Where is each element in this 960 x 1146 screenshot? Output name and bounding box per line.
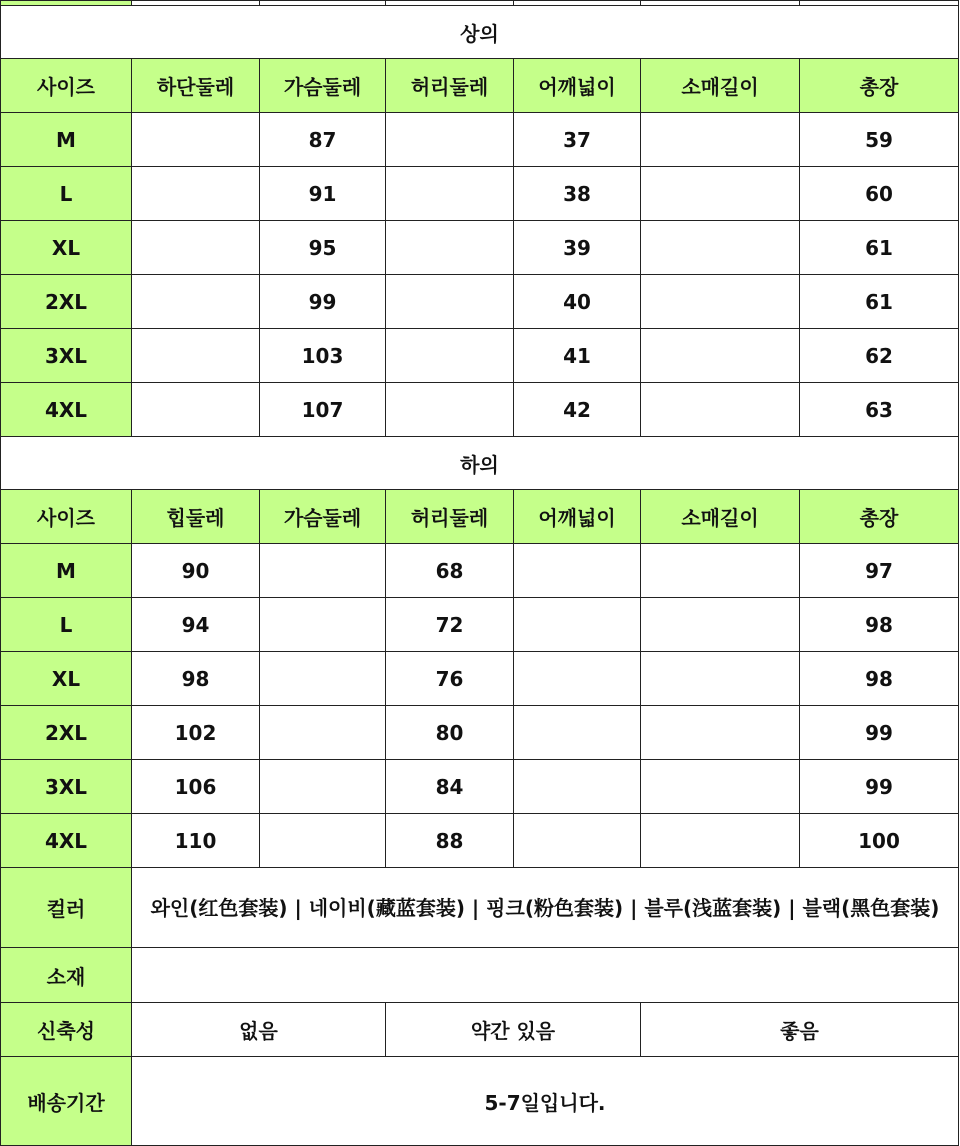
measurement-cell: 100: [800, 814, 959, 868]
column-header: 총장: [800, 490, 959, 544]
size-label: 2XL: [1, 275, 132, 329]
delivery-label: 배송기간: [1, 1057, 132, 1146]
bottom-title: 하의: [1, 437, 959, 490]
measurement-cell: 84: [386, 760, 514, 814]
measurement-cell: [641, 814, 800, 868]
table-row: [1, 706, 959, 760]
size-label: 4XL: [1, 383, 132, 437]
measurement-cell: [514, 652, 641, 706]
measurement-cell: 99: [800, 706, 959, 760]
stretch-option-good: 좋음: [641, 1003, 959, 1057]
measurement-cell: [641, 598, 800, 652]
measurement-cell: [514, 706, 641, 760]
size-label: M: [1, 113, 132, 167]
measurement-cell: 94: [132, 598, 260, 652]
size-label: XL: [1, 652, 132, 706]
measurement-cell: 102: [132, 706, 260, 760]
measurement-cell: 95: [260, 221, 386, 275]
measurement-cell: 90: [132, 544, 260, 598]
measurement-cell: [132, 275, 260, 329]
material-row: [1, 948, 959, 1003]
table-row: [1, 167, 959, 221]
measurement-cell: 41: [514, 329, 641, 383]
column-header: 사이즈: [1, 59, 132, 113]
measurement-cell: [260, 706, 386, 760]
measurement-cell: 87: [260, 113, 386, 167]
delivery-row: [1, 1057, 959, 1146]
measurement-cell: 42: [514, 383, 641, 437]
measurement-cell: 106: [132, 760, 260, 814]
measurement-cell: [386, 383, 514, 437]
measurement-cell: [132, 329, 260, 383]
color-row: [1, 868, 959, 948]
measurement-cell: 103: [260, 329, 386, 383]
measurement-cell: [641, 113, 800, 167]
measurement-cell: [386, 167, 514, 221]
stretch-option-some: 약간 있음: [386, 1003, 641, 1057]
bottom-header-row: [1, 490, 959, 544]
measurement-cell: 59: [800, 113, 959, 167]
column-header: 하단둘레: [132, 59, 260, 113]
measurement-cell: 61: [800, 221, 959, 275]
size-label: L: [1, 167, 132, 221]
measurement-cell: 38: [514, 167, 641, 221]
measurement-cell: 80: [386, 706, 514, 760]
measurement-cell: [514, 814, 641, 868]
material-value: [132, 948, 959, 1003]
measurement-cell: [514, 598, 641, 652]
measurement-cell: 88: [386, 814, 514, 868]
bottom-title-row: [1, 437, 959, 490]
measurement-cell: [641, 275, 800, 329]
measurement-cell: 40: [514, 275, 641, 329]
measurement-cell: 99: [260, 275, 386, 329]
column-header: 소매길이: [641, 490, 800, 544]
column-header: 가슴둘레: [260, 490, 386, 544]
column-header: 소매길이: [641, 59, 800, 113]
measurement-cell: [260, 814, 386, 868]
measurement-cell: [514, 544, 641, 598]
measurement-cell: [386, 275, 514, 329]
table-row: [1, 329, 959, 383]
measurement-cell: [641, 652, 800, 706]
table-row: [1, 275, 959, 329]
table-row: [1, 652, 959, 706]
column-header: 허리둘레: [386, 490, 514, 544]
measurement-cell: [641, 760, 800, 814]
measurement-cell: [386, 113, 514, 167]
table-row: [1, 113, 959, 167]
table-row: [1, 760, 959, 814]
material-label: 소재: [1, 948, 132, 1003]
measurement-cell: [386, 221, 514, 275]
top-header-row: [1, 59, 959, 113]
size-label: 3XL: [1, 760, 132, 814]
measurement-cell: 68: [386, 544, 514, 598]
stretch-option-none: 없음: [132, 1003, 386, 1057]
measurement-cell: [641, 383, 800, 437]
measurement-cell: 37: [514, 113, 641, 167]
measurement-cell: 76: [386, 652, 514, 706]
column-header: 총장: [800, 59, 959, 113]
color-value: 와인(红色套装) | 네이비(藏蓝套装) | 핑크(粉色套装) | 블루(浅蓝套装) | 블랙(黑色套装): [132, 868, 959, 948]
table-row: [1, 221, 959, 275]
measurement-cell: 72: [386, 598, 514, 652]
measurement-cell: 97: [800, 544, 959, 598]
column-header: 어깨넓이: [514, 59, 641, 113]
column-header: 힙둘레: [132, 490, 260, 544]
column-header: 허리둘레: [386, 59, 514, 113]
table-row: [1, 598, 959, 652]
measurement-cell: 98: [132, 652, 260, 706]
measurement-cell: 110: [132, 814, 260, 868]
measurement-cell: [132, 221, 260, 275]
measurement-cell: [260, 598, 386, 652]
size-label: 3XL: [1, 329, 132, 383]
measurement-cell: [641, 221, 800, 275]
measurement-cell: 98: [800, 652, 959, 706]
measurement-cell: 98: [800, 598, 959, 652]
measurement-cell: [641, 544, 800, 598]
measurement-cell: 63: [800, 383, 959, 437]
measurement-cell: [132, 167, 260, 221]
measurement-cell: [260, 544, 386, 598]
column-header: 가슴둘레: [260, 59, 386, 113]
measurement-cell: [386, 329, 514, 383]
column-header: 어깨넓이: [514, 490, 641, 544]
column-header: 사이즈: [1, 490, 132, 544]
stretch-label: 신축성: [1, 1003, 132, 1057]
measurement-cell: 91: [260, 167, 386, 221]
measurement-cell: 39: [514, 221, 641, 275]
measurement-cell: [641, 167, 800, 221]
table-row: [1, 544, 959, 598]
table-row: [1, 814, 959, 868]
measurement-cell: [641, 706, 800, 760]
top-title: 상의: [1, 6, 959, 59]
measurement-cell: [260, 652, 386, 706]
top-title-row: [1, 6, 959, 59]
measurement-cell: 99: [800, 760, 959, 814]
size-label: 2XL: [1, 706, 132, 760]
measurement-cell: [514, 760, 641, 814]
size-label: M: [1, 544, 132, 598]
measurement-cell: [132, 113, 260, 167]
size-label: 4XL: [1, 814, 132, 868]
measurement-cell: 60: [800, 167, 959, 221]
color-label: 컬러: [1, 868, 132, 948]
stretch-row: [1, 1003, 959, 1057]
measurement-cell: 61: [800, 275, 959, 329]
measurement-cell: 107: [260, 383, 386, 437]
table-row: [1, 383, 959, 437]
measurement-cell: [641, 329, 800, 383]
size-label: XL: [1, 221, 132, 275]
measurement-cell: [260, 760, 386, 814]
measurement-cell: [132, 383, 260, 437]
size-label: L: [1, 598, 132, 652]
delivery-value: 5-7일입니다.: [132, 1057, 959, 1146]
measurement-cell: 62: [800, 329, 959, 383]
